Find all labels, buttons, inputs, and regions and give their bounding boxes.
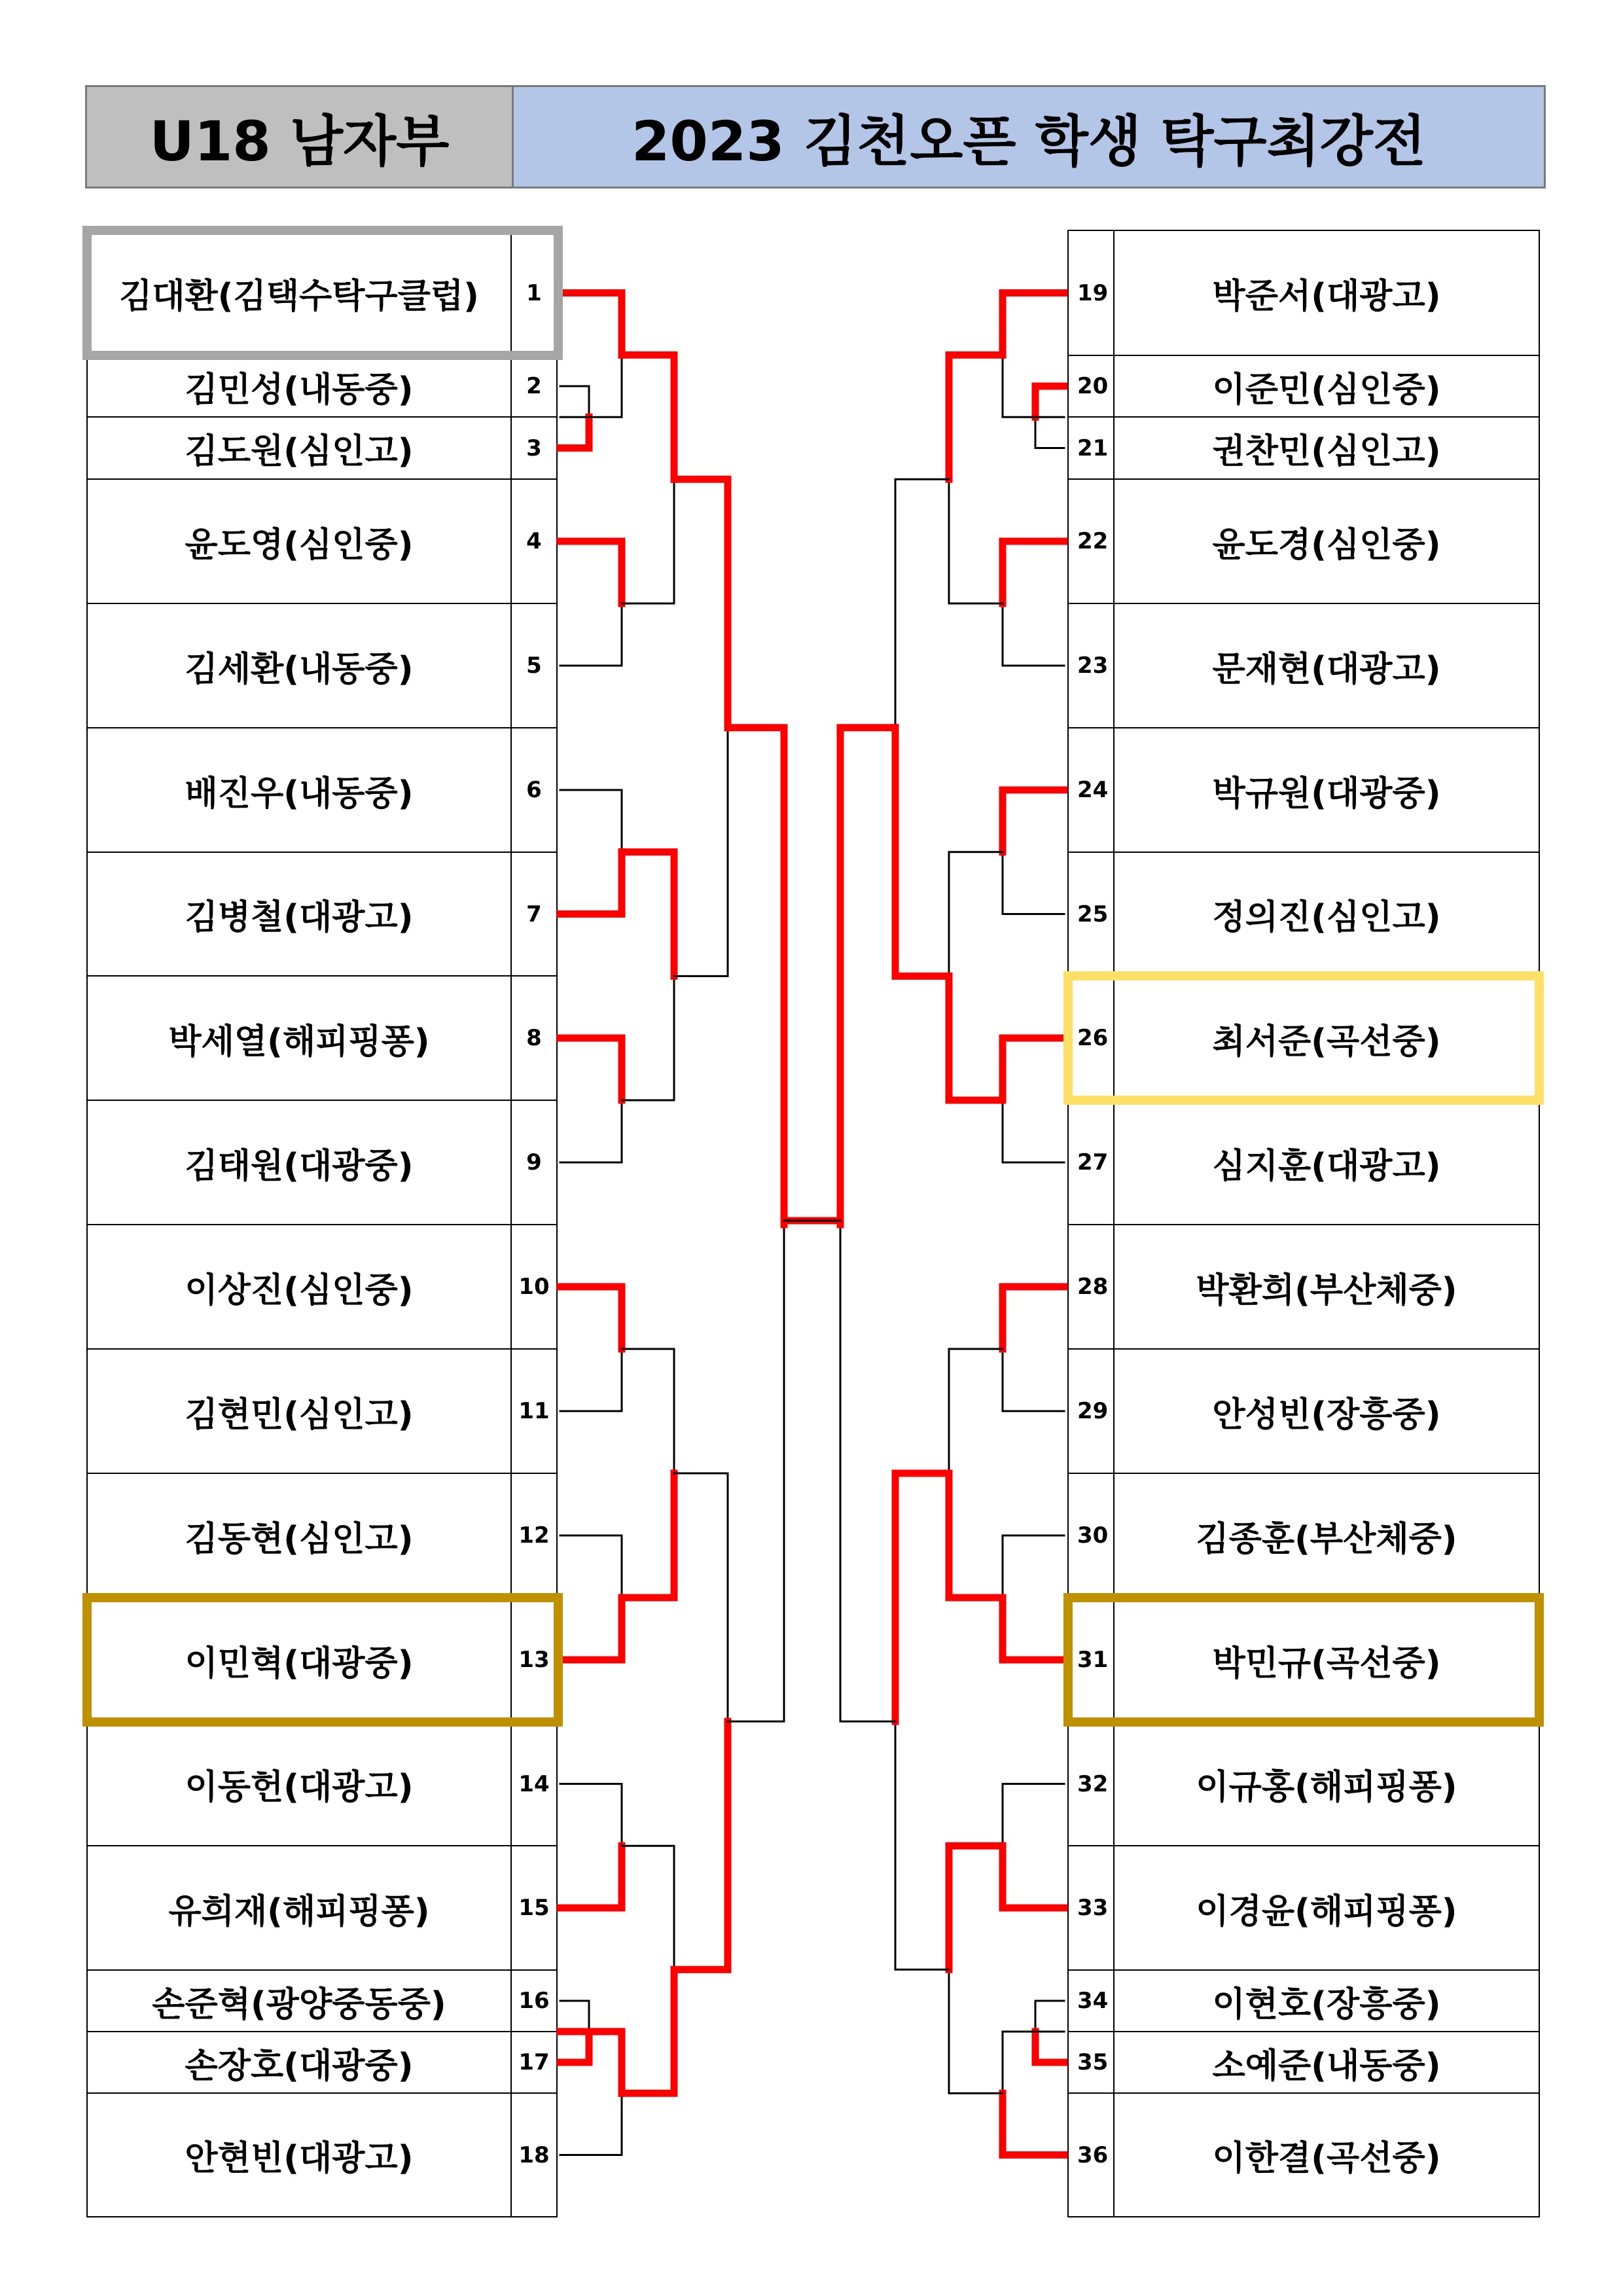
winner-line: [622, 355, 674, 479]
bracket-line: [560, 1535, 622, 1598]
seed-number: 8: [526, 1025, 542, 1051]
bracket-line: [895, 1721, 949, 1969]
winner-line: [560, 1846, 622, 1908]
seed-number: 6: [526, 777, 542, 803]
player-name: 이동헌(대광고): [185, 1768, 414, 1807]
bracket-line: [674, 1473, 728, 1721]
winner-line: [674, 479, 728, 728]
bracket-line: [949, 852, 1003, 977]
player-name: 김현민(심인고): [185, 1395, 414, 1435]
player-name: 안현빈(대광고): [185, 2139, 414, 2178]
bracket-line: [674, 728, 728, 977]
winner-line: [949, 1846, 1003, 1969]
winner-line: [560, 2032, 589, 2062]
seed-number: 11: [518, 1398, 550, 1424]
player-name: 이준민(심인중): [1212, 370, 1441, 410]
seed-number: 32: [1077, 1770, 1109, 1797]
seed-number: 7: [526, 901, 542, 927]
winner-line: [1035, 386, 1064, 417]
player-name: 유희재(해피핑퐁): [168, 1892, 430, 1931]
bracket-line: [1003, 1349, 1064, 1411]
player-name: 김세환(내동중): [185, 649, 414, 689]
bracket-line: [560, 1784, 622, 1846]
player-name: 김대환(김택수탁구클럽): [119, 277, 479, 316]
winner-line: [622, 1969, 674, 2093]
bracket-line: [949, 1969, 1003, 2093]
player-name: 이상진(심인중): [185, 1270, 414, 1310]
bracket-line: [560, 790, 622, 852]
winner-line: [560, 293, 622, 355]
player-name: 김도원(심인고): [185, 432, 414, 471]
winner-line: [1003, 790, 1064, 852]
winner-line: [560, 852, 622, 914]
player-name: 최서준(곡선중): [1212, 1022, 1441, 1062]
bracket-line: [560, 1349, 622, 1411]
player-name: 소예준(내동중): [1212, 2046, 1441, 2086]
winner-line: [1003, 1038, 1064, 1100]
seed-number: 3: [526, 435, 542, 461]
seed-number: 13: [518, 1647, 550, 1673]
seed-number: 27: [1077, 1149, 1109, 1175]
seed-number: 18: [518, 2142, 550, 2168]
player-name: 이민혁(대광중): [185, 1643, 414, 1683]
seed-number: 29: [1077, 1398, 1109, 1424]
seed-number: 36: [1077, 2142, 1109, 2168]
winner-line: [1003, 2093, 1064, 2155]
seed-number: 33: [1077, 1895, 1109, 1921]
third-place-highlight-box: [87, 1598, 558, 1722]
bracket-line: [560, 603, 622, 666]
division-title: U18 남자부: [85, 85, 514, 188]
winner-line: [728, 728, 784, 1225]
seed-number: 16: [518, 1988, 550, 2014]
player-name: 배진우(내동중): [185, 774, 414, 814]
bracket-line: [560, 2001, 589, 2032]
bracket-line: [622, 1349, 674, 1473]
seed-number: 20: [1077, 373, 1109, 399]
seed-number: 23: [1077, 653, 1109, 679]
player-name: 김태원(대광중): [185, 1146, 414, 1186]
player-name: 안성빈(장흥중): [1212, 1395, 1441, 1435]
bracket-line: [560, 2093, 622, 2155]
player-name: 박준서(대광고): [1212, 277, 1441, 316]
bracket-line: [1003, 603, 1064, 666]
winner-line: [1003, 1598, 1064, 1660]
tournament-title: 2023 김천오픈 학생 탁구최강전: [512, 85, 1546, 188]
champion-highlight-box: [87, 230, 558, 355]
winner-line: [1003, 293, 1064, 355]
winner-line: [895, 1473, 949, 1721]
bracket-line: [622, 1846, 674, 1969]
winner-line: [1003, 541, 1064, 603]
seed-number: 17: [518, 2049, 550, 2075]
seed-number: 4: [526, 528, 542, 554]
seed-number: 21: [1077, 435, 1109, 461]
bracket-line: [949, 1349, 1003, 1473]
winner-line: [1003, 1287, 1064, 1349]
player-name: 손장호(대광중): [185, 2046, 414, 2086]
player-name: 김동현(심인고): [185, 1519, 414, 1559]
bracket-line: [895, 479, 949, 728]
player-name: 권찬민(심인고): [1212, 432, 1441, 471]
seed-number: 30: [1077, 1522, 1109, 1549]
player-name: 박세열(해피핑퐁): [168, 1022, 430, 1062]
winner-line: [560, 1038, 622, 1100]
winner-line: [949, 976, 1003, 1100]
bracket-line: [728, 1225, 784, 1721]
winner-line: [560, 541, 622, 603]
player-name: 김민성(내동중): [185, 370, 414, 410]
winner-line: [840, 728, 895, 1225]
bracket-line: [840, 1225, 895, 1721]
player-name: 이현호(장흥중): [1212, 1984, 1441, 2024]
bracket-line: [1003, 1100, 1064, 1162]
bracket-line: [560, 386, 589, 417]
player-name: 박규원(대광중): [1212, 774, 1441, 814]
winner-line: [560, 1287, 622, 1349]
seed-number: 5: [526, 653, 542, 679]
seed-number: 34: [1077, 1988, 1109, 2014]
bracket-line: [1003, 1535, 1064, 1598]
winner-line: [560, 1598, 622, 1660]
player-name: 이한결(곡선중): [1212, 2139, 1441, 2178]
player-name: 심지훈(대광고): [1212, 1146, 1441, 1186]
seed-number: 28: [1077, 1274, 1109, 1300]
player-name: 윤도영(심인중): [185, 525, 414, 565]
bracket-line: [1035, 2001, 1064, 2032]
bracket-line: [1035, 417, 1064, 448]
winner-line: [895, 728, 949, 977]
seed-number: 31: [1077, 1647, 1109, 1673]
player-name: 박환희(부산체중): [1196, 1270, 1457, 1310]
seed-number: 22: [1077, 528, 1109, 554]
player-name: 윤도경(심인중): [1212, 525, 1441, 565]
seed-number: 26: [1077, 1025, 1109, 1051]
seed-number: 9: [526, 1149, 542, 1175]
seed-number: 24: [1077, 777, 1109, 803]
player-name: 이경윤(해피핑퐁): [1196, 1892, 1457, 1931]
bracket-line: [1003, 1784, 1064, 1846]
winner-line: [560, 417, 589, 448]
winner-line: [1035, 2032, 1064, 2062]
seed-number: 1: [526, 279, 542, 306]
bracket-line: [622, 479, 674, 603]
winner-line: [1003, 1846, 1064, 1908]
bracket-line: [622, 976, 674, 1100]
player-name: 김병철(대광고): [185, 898, 414, 937]
seed-number: 25: [1077, 901, 1109, 927]
seed-number: 10: [518, 1274, 550, 1300]
player-name: 문재현(대광고): [1212, 649, 1441, 689]
player-name: 정의진(심인고): [1212, 898, 1441, 937]
winner-line: [622, 852, 674, 977]
runner-up-highlight-box: [1068, 976, 1539, 1100]
seed-number: 35: [1077, 2049, 1109, 2075]
winner-line: [949, 355, 1003, 479]
player-name: 박민규(곡선중): [1212, 1643, 1441, 1683]
player-name: 김종훈(부산체중): [1196, 1519, 1457, 1559]
winner-line: [674, 1721, 728, 1969]
seed-number: 2: [526, 373, 542, 399]
bracket-line: [949, 479, 1003, 603]
player-name: 이규홍(해피핑퐁): [1196, 1768, 1457, 1807]
seed-number: 15: [518, 1895, 550, 1921]
player-name: 손준혁(광양중동중): [152, 1984, 446, 2024]
seed-number: 14: [518, 1770, 550, 1797]
winner-line: [622, 1473, 674, 1598]
bracket-line: [560, 1100, 622, 1162]
third-place-highlight-box: [1068, 1598, 1539, 1722]
seed-number: 12: [518, 1522, 550, 1549]
bracket-line: [1003, 852, 1064, 914]
seed-number: 19: [1077, 279, 1109, 306]
winner-line: [949, 1473, 1003, 1598]
